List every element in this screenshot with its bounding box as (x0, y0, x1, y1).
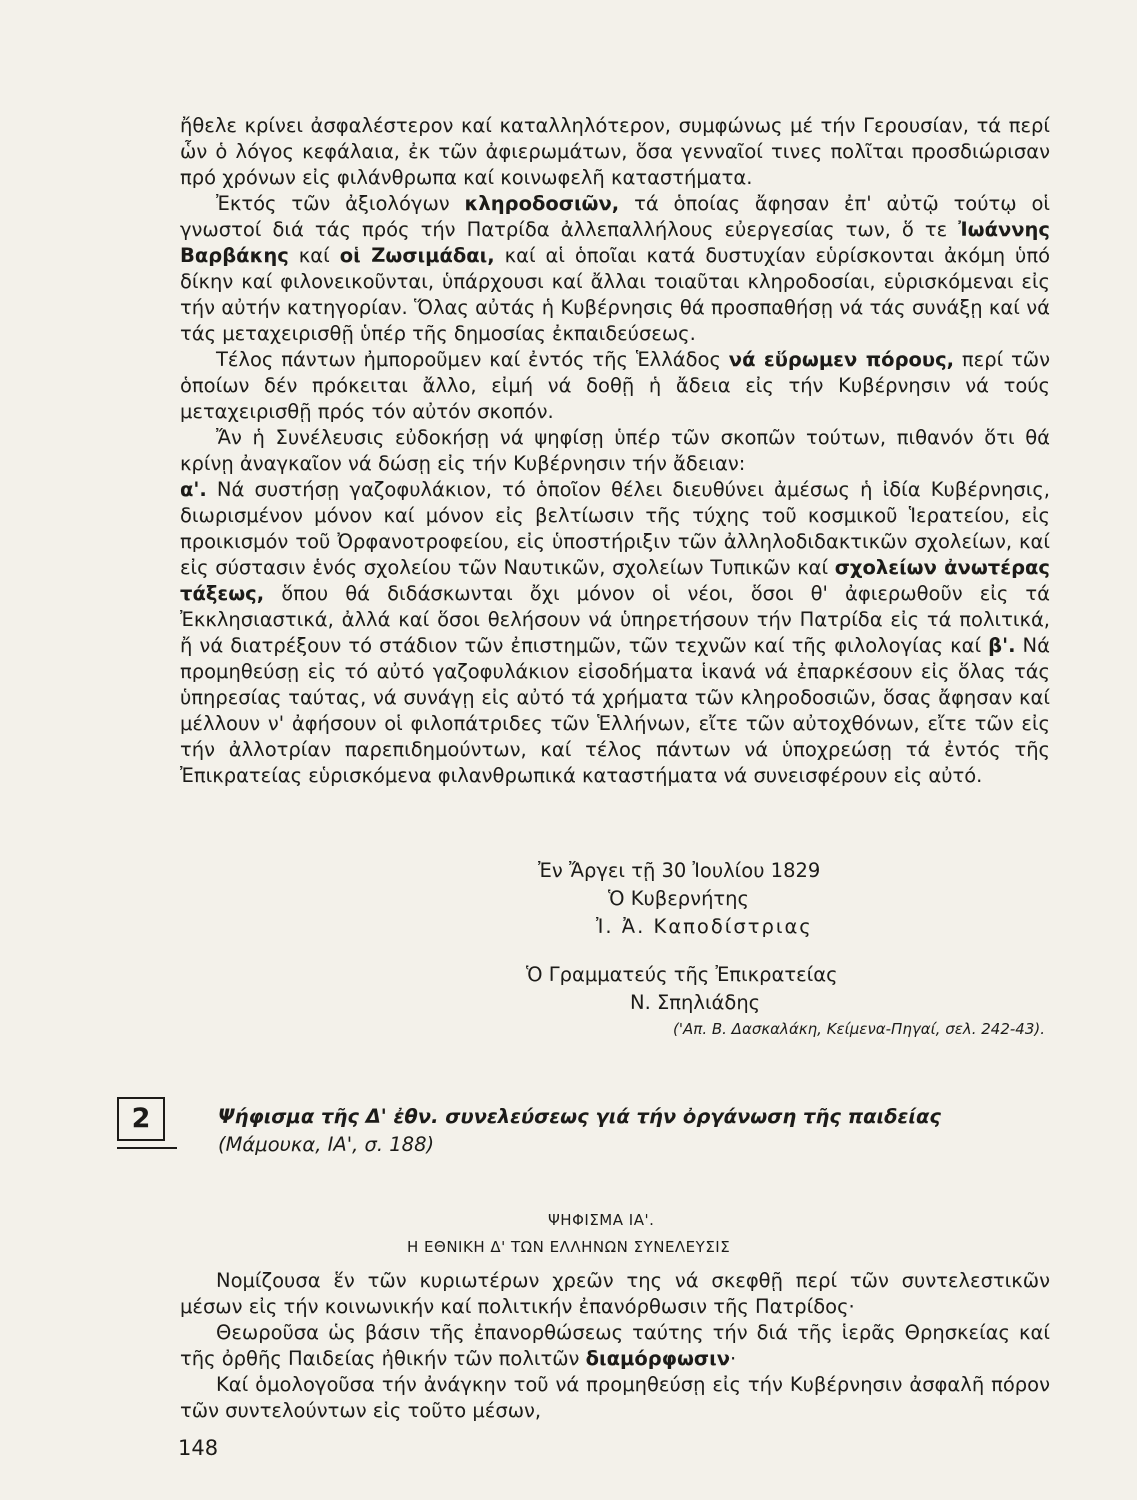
signature-name-secretary: Ν. Σπηλιάδης (630, 991, 761, 1014)
signature-name-governor: Ἰ. Ἀ. Καποδίστριας (596, 915, 813, 938)
section-source: (Μάμουκα, ΙΑ', σ. 188) (218, 1133, 435, 1156)
letter-body (180, 113, 1050, 789)
section-number: 2 (117, 1097, 165, 1141)
paragraph-1: ἤθελε κρίνει ἀσφαλέστερον καί καταλληλότερον, συμφώνως μέ τήν Γερουσίαν, τά περί ὧν ὁ λόγος κεφάλαια, ἐκ τῶν ἀφιερωμάτων, ὅσα γενναῖοί τινες πολῖται προσδιώρισαν πρό χρόνων εἰς φιλάνθρωπα καί κοινωφελῆ καταστήματα. (180, 114, 1050, 189)
decree-paragraph-1: Νομίζουσα ἕν τῶν κυριωτέρων χρεῶν της νά σκεφθῇ περί τῶν συντελεστικῶν μέσων εἰς τήν κοινωνικήν καί πολιτικήν ἐπανόρθωσιν τῆς Πατρίδος· (180, 1269, 1050, 1318)
decree-paragraph-3: Καί ὁμολογοῦσα τήν ἀνάγκην τοῦ νά προμηθεύσῃ εἰς τήν Κυβέρνησιν ἀσφαλῆ πόρον τῶν συντελούντων εἰς τοῦτο μέσων, (180, 1373, 1050, 1422)
paragraph-3: Τέλος πάντων ἠμποροῦμεν καί ἐντός τῆς Ἑλλάδος νά εὕρωμεν πόρους, περί τῶν ὁποίων δέν πρόκειται ἄλλο, εἰμή νά δοθῇ ἡ ἄδεια εἰς τήν Κυβέρνησιν νά τούς μεταχειρισθῇ πρός τόν αὐτόν σκοπόν. (180, 348, 1050, 423)
section-number-rule (117, 1147, 177, 1149)
decree-number: ΨΗΦΙΣΜΑ ΙΑ'. (548, 1211, 655, 1229)
paragraph-5: α'. Νά συστήσῃ γαζοφυλάκιον, τό ὁποῖον θέλει διευθύνει ἀμέσως ἡ ἰδία Κυβέρνησις, διωρισμένον μόνον καί μόνον εἰς βελτίωσιν τῆς τύχης τοῦ κοσμικοῦ Ἱερατείου, εἰς προικισμόν τοῦ Ὀρφανοτροφείου, εἰς ὑποστήριξιν τῶν ἀλληλοδιδακτικῶν σχολείων, καί εἰς σύστασιν ἑνός σχολείου τῶν Ναυτικῶν, σχολείων Τυπικῶν καί σχολείων ἀνωτέρας τάξεως, ὅπου θά διδάσκωνται ὄχι μόνον οἱ νέοι, ὅσοι θ' ἀφιερωθοῦν εἰς τά Ἐκκλησιαστικά, ἀλλά καί ὅσοι θελήσουν νά ὑπηρετήσουν τήν Πατρίδα εἰς τά πολιτικά, ἤ νά διατρέξουν τό στάδιον τῶν ἐπιστημῶν, τῶν τεχνῶν καί τῆς φιλολογίας καί β'. Νά προμηθεύσῃ εἰς τό αὐτό γαζοφυλάκιον εἰσοδήματα ἱκανά νά ἐπαρκέσουν εἰς ὅλας τάς ὑπηρεσίας ταύτας, νά συνάγῃ εἰς αὐτό τά χρήματα τῶν κληροδοσιῶν, ὅσας ἄφησαν καί μέλλουν ν' ἀφήσουν οἱ φιλοπάτριδες τῶν Ἑλλήνων, εἴτε τῶν αὐτοχθόνων, εἴτε τῶν εἰς τήν ἀλλοτρίαν παρεπιδημούντων, καί τέλος πάντων νά ὑποχρεώσῃ τά ἐντός τῆς Ἐπικρατείας εὑρισκόμενα φιλανθρωπικά καταστήματα νά συνεισφέρουν εἰς αὐτό. (180, 478, 1051, 787)
citation: ('Απ. Β. Δασκαλάκη, Κείμενα-Πηγαί, σελ. 242-43). (673, 1020, 1045, 1038)
paragraph-4: Ἄν ἡ Συνέλευσις εὐδοκήσῃ νά ψηφίσῃ ὑπέρ τῶν σκοπῶν τούτων, πιθανόν ὅτι θά κρίνῃ ἀναγκαῖον νά δώσῃ εἰς τήν Κυβέρνησιν τήν ἄδειαν: (180, 426, 1050, 475)
signature-place-date: Ἐν Ἄργει τῇ 30 Ἰουλίου 1829 (538, 859, 821, 882)
paragraph-2: Ἐκτός τῶν ἀξιολόγων κληροδοσιῶν, τά ὁποίας ἄφησαν ἐπ' αὐτῷ τούτῳ οἱ γνωστοί διά τάς πρός τήν Πατρίδα ἀλλεπαλλήλους εὐεργεσίας των, ὅ τε Ἰωάννης Βαρβάκης καί οἱ Ζωσιμάδαι, καί αἱ ὁποῖαι κατά δυστυχίαν εὑρίσκονται ἀκόμη ὑπό δίκην καί φιλονεικοῦνται, ὑπάρχουσι καί ἄλλαι τοιαῦται κληροδοσίαι, εὑρισκόμεναι εἰς τήν αὐτήν κατηγορίαν. Ὅλας αὐτάς ἡ Κυβέρνησις θά προσπαθήσῃ νά τάς συνάξῃ καί νά τάς μεταχειρισθῇ ὑπέρ τῆς δημοσίας ἐκπαιδεύσεως. (180, 192, 1051, 345)
signature-role-governor: Ὁ Κυβερνήτης (608, 887, 749, 910)
decree-body (180, 1268, 1050, 1424)
decree-paragraph-2: Θεωροῦσα ὡς βάσιν τῆς ἐπανορθώσεως ταύτης τήν διά τῆς ἱερᾶς Θρησκείας καί τῆς ὀρθῆς Παιδείας ἠθικήν τῶν πολιτῶν διαμόρφωσιν· (180, 1321, 1050, 1370)
assembly-heading: Η ΕΘΝΙΚΗ Δ' ΤΩΝ ΕΛΛΗΝΩΝ ΣΥΝΕΛΕΥΣΙΣ (407, 1238, 731, 1256)
page-number: 148 (178, 1436, 219, 1460)
signature-role-secretary: Ὁ Γραμματεύς τῆς Ἐπικρατείας (526, 963, 838, 986)
section-title: Ψήφισμα τῆς Δ' ἐθν. συνελεύσεως γιά τήν ὀργάνωση τῆς παιδείας (218, 1105, 941, 1128)
